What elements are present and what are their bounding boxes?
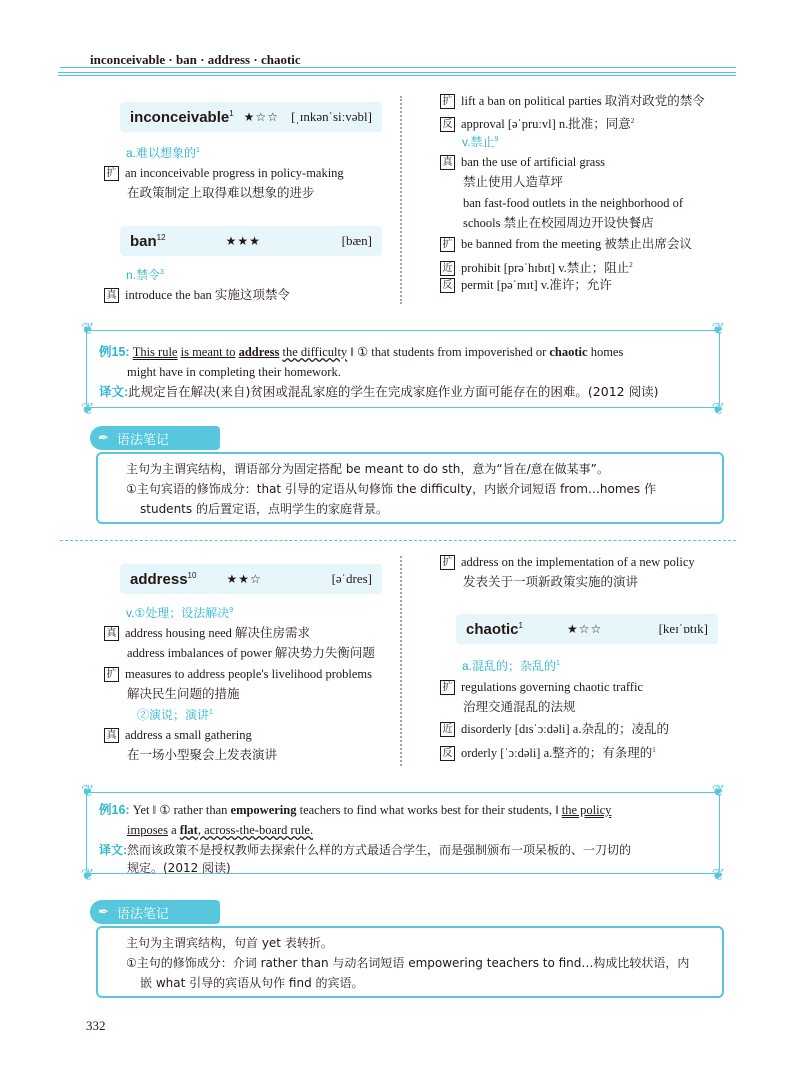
translation-cont: 规定。(2012 阅读): [127, 861, 231, 875]
example-translation: 在政策制定上取得难以想象的进步: [127, 185, 315, 200]
example-translation: 治理交通混乱的法规: [463, 699, 576, 714]
headword: inconceivable$^1$: [130, 108, 234, 126]
note-line: ①主句宾语的修饰成分：that 引导的定语从句修饰 the difficulty，内嵌介词短语 from…homes 作: [126, 482, 656, 496]
example-translation: 解决民生问题的措施: [127, 686, 240, 701]
ornament-icon: ❦: [711, 401, 725, 418]
part-of-speech: v.①处理；设法解决$^9$: [126, 606, 234, 620]
synonym-line: 近 prohibit [prəˈhɪbɪt] v.禁止；阻止$^2$: [440, 255, 633, 278]
example-line: 真 address housing need 解决住房需求: [104, 623, 310, 643]
entry-ban: [120, 226, 382, 256]
sentence-line-2: imposes a flat, across-the-board rule.: [127, 823, 314, 837]
page-number: 332: [86, 1018, 106, 1033]
example-line: 真 ban the use of artificial grass: [440, 152, 605, 172]
header-rule-double: [58, 72, 736, 76]
example-line: 扩 regulations governing chaotic traffic: [440, 677, 643, 697]
grammar-note-box: [96, 452, 724, 524]
pen-icon: ✒: [98, 904, 109, 920]
synonym-line: 近 disorderly [dɪsˈɔːdəli] a.杂乱的；凌乱的: [440, 719, 669, 739]
antonym-line: 反 permit [pəˈmɪt] v.准许；允许: [440, 275, 612, 295]
example-line: 扩 be banned from the meeting 被禁止出席会议: [440, 234, 692, 254]
ornament-icon: ❦: [81, 783, 95, 800]
phonetic: [keɪˈɒtɪk]: [658, 621, 708, 636]
phonetic: [bæn]: [341, 233, 372, 248]
example-line: 扩 address on the implementation of a new policy: [440, 552, 695, 572]
note-line: 主句为主谓宾结构，谓语部分为固定搭配 be meant to do sth，意为“旨在/意在做某事”。: [126, 462, 609, 476]
headword: address$^{10}$: [130, 570, 197, 588]
grammar-note-box: [96, 926, 724, 998]
ornament-icon: ❦: [711, 321, 725, 338]
sentence-line-1: 例16: Yet ‖ ① rather than empowering teachers to find what works best for their students, ‖ the policy: [99, 803, 612, 817]
ornament-icon: ❦: [81, 401, 95, 418]
headword: chaotic$^1$: [466, 620, 523, 638]
sentence-line-1: 例15: This rule is meant to address the difficulty ‖ ① that students from impoverished or chaotic homes: [99, 345, 624, 359]
ornament-icon: ❦: [711, 867, 725, 884]
example-line: 扩 measures to address people's livelihood problems: [104, 664, 372, 684]
translation: 译文:此规定旨在解决(来自)贫困或混乱家庭的学生在完成家庭作业方面可能存在的困难。(2012 阅读): [99, 384, 659, 399]
example-line: schools 禁止在校园周边开设快餐店: [463, 216, 654, 230]
pen-icon: ✒: [98, 430, 109, 446]
example-translation: 禁止使用人造草坪: [463, 174, 564, 189]
example-translation: 发表关于一项新政策实施的演讲: [463, 574, 639, 589]
part-of-speech: n.禁令$^3$: [126, 268, 164, 282]
phonetic: [ˌɪnkənˈsiːvəbl]: [291, 109, 372, 124]
grammar-note-tab: ✒ 语法笔记: [90, 900, 220, 924]
headword: ban$^{12}$: [130, 232, 166, 250]
entry-chaotic: [456, 614, 718, 644]
antonym-line: 反 orderly [ˈɔːdəli] a.整齐的；有条理的$^1$: [440, 740, 656, 763]
header-rule: [60, 67, 736, 68]
antonym-line: 反 approval [əˈpruːvl] n.批准；同意$^2$: [440, 111, 634, 134]
example-sentence-16: [81, 783, 725, 884]
ornament-icon: ❦: [81, 867, 95, 884]
example-line: 真 address a small gathering: [104, 725, 252, 745]
ornament-icon: ❦: [711, 783, 725, 800]
column-divider: [400, 96, 414, 304]
example-translation: 在一场小型聚会上发表演讲: [127, 747, 278, 762]
ornament-icon: ❦: [81, 321, 95, 338]
tag-icon: 真: [104, 288, 119, 303]
frequency-stars: ★★★: [225, 233, 261, 248]
example-sentence-15: [81, 321, 725, 418]
part-of-speech: v.禁止$^9$: [462, 135, 499, 149]
note-line: 嵌 what 引导的宾语从句作 find 的宾语。: [140, 976, 364, 990]
example-line: ban fast-food outlets in the neighborhood of: [463, 196, 684, 210]
part-of-speech: a.混乱的；杂乱的$^1$: [462, 659, 560, 673]
note-line: ①主句的修饰成分：介词 rather than 与动名词短语 empowering teachers to find…构成比较状语，内: [126, 956, 690, 970]
note-line: 主句为主谓宾结构，句首 yet 表转折。: [126, 936, 333, 950]
sentence-line-2: might have in completing their homework.: [127, 365, 341, 379]
grammar-note-tab: ✒ 语法笔记: [90, 426, 220, 450]
frequency-stars: ★☆☆: [566, 621, 603, 636]
column-divider: [400, 556, 414, 766]
part-of-speech: a.难以想象的$^1$: [126, 146, 200, 160]
part-of-speech: ②演说；演讲$^1$: [137, 708, 213, 722]
tag-icon: 扩: [104, 166, 119, 181]
entry-inconceivable: [120, 102, 382, 132]
example-line: 真 introduce the ban 实施这项禁令: [104, 285, 290, 305]
frequency-stars: ★★☆: [226, 571, 262, 586]
example-line: 扩 an inconceivable progress in policy-making: [104, 163, 344, 183]
example-line: 扩 lift a ban on political parties 取消对政党的禁令: [440, 91, 705, 111]
section-divider: [60, 540, 736, 541]
translation: 译文:然而该政策不是授权教师去探索什么样的方式最适合学生，而是强制颁布一项呆板的、一刀切的: [99, 843, 632, 857]
entry-address: [120, 564, 382, 594]
note-line: students 的后置定语，点明学生的家庭背景。: [140, 502, 388, 516]
frequency-stars: ★☆☆: [243, 109, 279, 124]
phonetic: [əˈdres]: [331, 571, 372, 586]
running-header: inconceivable · ban · address · chaotic: [90, 52, 301, 67]
example-line: address imbalances of power 解决势力失衡问题: [127, 646, 375, 660]
